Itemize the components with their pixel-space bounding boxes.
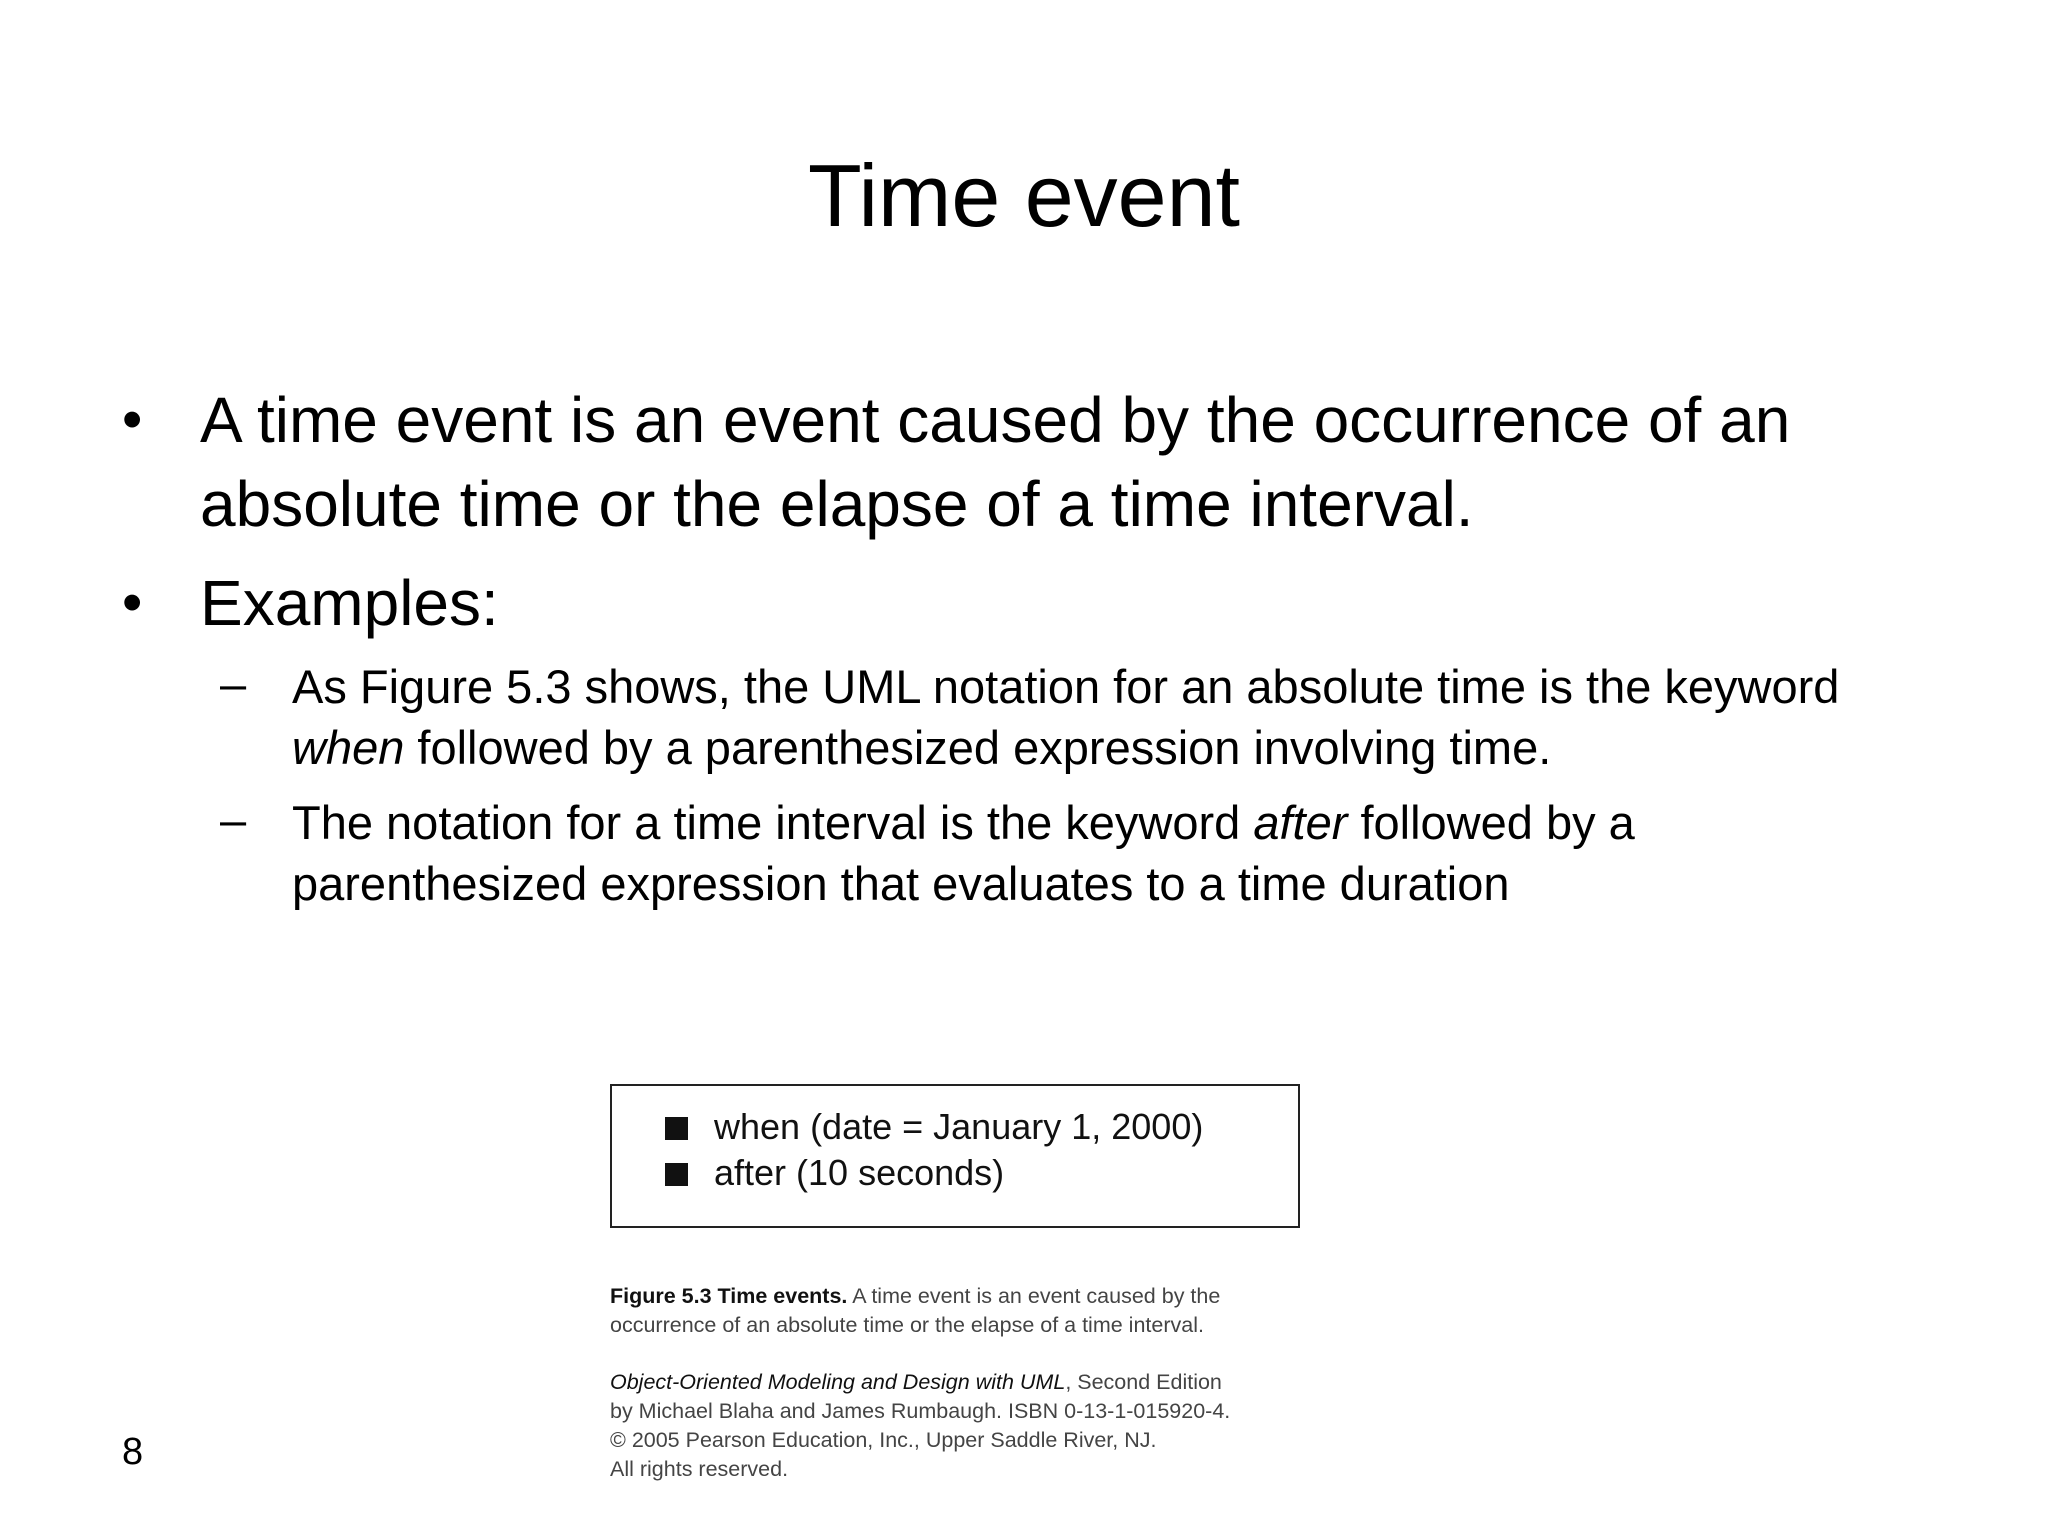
figure-line-text: after (10 seconds): [714, 1152, 1005, 1193]
bullet-definition: [122, 378, 1960, 546]
caption-text-2: occurrence of an absolute time or the elapse of a time interval.: [610, 1313, 1204, 1337]
square-bullet-icon: [665, 1117, 688, 1140]
sub-bullet-text-before: As Figure 5.3 shows, the UML notation for an absolute time is the keyword: [292, 660, 1840, 713]
credit-edition: , Second Edition: [1065, 1370, 1222, 1394]
sub-bullet-text-after: followed by a parenthesized expression that evaluates to a time duration: [292, 796, 1635, 910]
slide-title: Time event: [807, 146, 1240, 245]
credit-authors: by Michael Blaha and James Rumbaugh. ISBN 0-13-1-015920-4.: [610, 1399, 1231, 1423]
bullet-text: A time event is an event caused by the occurrence of an absolute time or the elapse of a time interval.: [200, 384, 1791, 540]
bullet-marker: •: [122, 387, 143, 452]
sub-bullet-time-interval: [220, 792, 1932, 914]
credit-copyright: © 2005 Pearson Education, Inc., Upper Saddle River, NJ.: [610, 1428, 1157, 1452]
dash-marker: –: [220, 657, 247, 710]
caption-text-1: A time event is an event caused by the: [847, 1284, 1221, 1308]
figure-credit: [610, 1368, 1330, 1484]
sub-bullet-absolute-time: [220, 656, 1932, 778]
credit-rights: All rights reserved.: [610, 1457, 789, 1481]
bullet-text: Examples:: [200, 567, 499, 639]
caption-label: Figure 5.3 Time events.: [610, 1284, 848, 1308]
figure-line-text: when (date = January 1, 2000): [714, 1106, 1204, 1147]
sub-bullet-text-before: The notation for a time interval is the keyword: [292, 796, 1254, 849]
sub-bullet-text-after: followed by a parenthesized expression involving time.: [404, 721, 1552, 774]
bullet-examples: [122, 561, 1960, 645]
page-number: 8: [122, 1431, 144, 1473]
figure-caption: [610, 1282, 1330, 1340]
figure-line-after: [665, 1151, 1004, 1195]
figure-5-3-box: [610, 1084, 1300, 1228]
bullet-marker: •: [122, 570, 143, 635]
square-bullet-icon: [665, 1163, 688, 1186]
keyword-when: when: [292, 721, 405, 774]
credit-book-title: Object-Oriented Modeling and Design with UML: [610, 1370, 1066, 1394]
figure-line-when: [665, 1105, 1203, 1149]
dash-marker: –: [220, 793, 247, 846]
keyword-after: after: [1253, 796, 1348, 849]
